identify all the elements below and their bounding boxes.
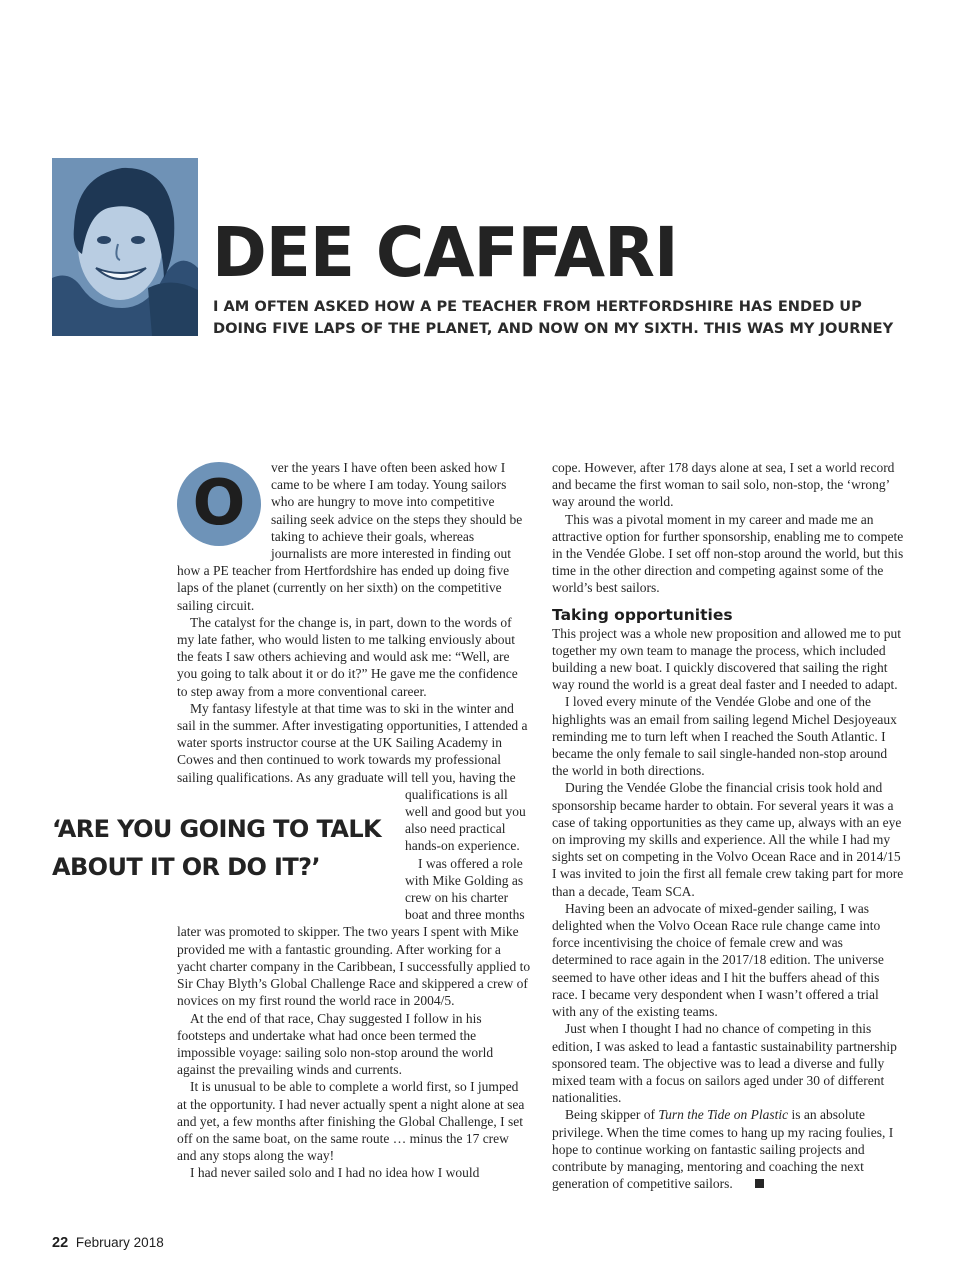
paragraph: During the Vendée Globe the financial crisis took hold and sponsorship became harder to obtain. For several years it was a case of taking opportunities as they came up, always with an eye on improving my skills and experience. All the while I had my sights set on competing in the Volvo Ocean Race and in 2014/15 I was invited to join the first all female crew taking part for more than a decade, Team SCA. — [552, 780, 904, 899]
drop-cap-letter: O — [192, 466, 246, 539]
drop-cap-circle — [177, 462, 261, 546]
paragraph: This was a pivotal moment in my career and made me an attractive option for further sponsorship, enabling me to compete in the Vendée Globe. I set off non-stop around the world, but this time in the other direction and competing against some of the world’s best sailors. — [552, 511, 904, 596]
article-title: DEE CAFFARI — [212, 212, 678, 293]
paragraph-text: Being skipper of — [565, 1107, 659, 1123]
pull-quote — [52, 810, 402, 886]
paragraph-text: is an absolute privilege. When the time comes to hang up my racing foulies, I hope to continue working on fantastic sailing projects and contribute by managing, mentoring and coaching the next generation of competitive sailors. — [552, 1107, 894, 1192]
paragraph-text: My fantasy lifestyle at that time was to ski in the winter and sail in the summer. After investigating opportunities, I attended a water sports instructor course at the UK Sailing Academy in Cowes and then continued to work towards my professional sailing qualifications. As any graduate will tell you, having the qualifications is all well and good but you also need practical hands-on experience. — [177, 700, 528, 854]
paragraph: I had never sailed solo and I had no idea how I would — [190, 1165, 480, 1181]
subheading: Taking opportunities — [552, 605, 733, 624]
standfirst-line: DOING FIVE LAPS OF THE PLANET, AND NOW ON MY SIXTH. THIS WAS MY JOURNEY — [213, 320, 894, 337]
paragraph-final — [552, 1106, 904, 1192]
paragraph: The catalyst for the change is, in part, down to the words of my late father, who would listen to me talking enviously about the feats I saw others achieving and would ask me: “Well, are you going to talk about it or do it?” He gave me the confidence to step away from a more conventional career. — [177, 614, 518, 699]
paragraph: It is unusual to be able to complete a world first, so I jumped at the opportunity. I had never actually spent a night alone at sea and yet, a few months after finishing the Global Challenge, I set off on the same boat, on the same route … minus the 17 crew and any stops along the way! — [177, 1079, 525, 1164]
article-column-right — [552, 459, 904, 1192]
page-footer — [52, 1235, 164, 1251]
paragraph: I loved every minute of the Vendée Globe and one of the highlights was an email from sailing legend Michel Desjoyeaux reminding me to turn left when I reached the South Atlantic. I became the only female to sail single-handed non-stop around the world in both directions. — [552, 694, 897, 779]
drop-cap — [177, 462, 261, 546]
page-number: 22 — [52, 1235, 69, 1251]
standfirst-line: I AM OFTEN ASKED HOW A PE TEACHER FROM HERTFORDSHIRE HAS ENDED UP — [213, 298, 862, 315]
paragraph: At the end of that race, Chay suggested I follow in his footsteps and undertake what had once been termed the impossible voyage: sailing solo non-stop around the world against the prevailing winds and currents. — [177, 1010, 494, 1078]
portrait-illustration — [52, 158, 198, 336]
paragraph: I was offered a role with Mike Golding as crew on his charter boat and three months later was promoted to skipper. The two years I spent with Mike provided me with a fantastic grounding. After working for a yacht charter company in the Caribbean, I successfully applied to Sir Chay Blyth’s Global Challenge Race and skippered a crew of novices on my first round the world race in 2004/5. — [177, 855, 531, 1009]
paragraph: Just when I thought I had no chance of competing in this edition, I was asked to lead a fantastic sustainability partnership sponsored team. The objective was to lead a diverse and fully mixed team with a focus on sailors aged under 30 of different nationalities. — [552, 1021, 897, 1106]
paragraph: ver the years I have often been asked how I came to be where I am today. Young sailors who are hungry to move into competitive sailing seek advice on the steps they should be taking to achieve their goals, whereas journalists are more interested in finding out how a PE teacher from Hertfordshire has ended up doing five laps of the planet (currently on her sixth) on the competitive sailing circuit. — [177, 460, 523, 613]
paragraph: This project was a whole new proposition and allowed me to put together my own team to manage the process, which included building a new boat. I quickly discovered that sailing the right way round the world is a great deal faster and I needed to adapt. — [552, 625, 902, 693]
boat-name: Turn the Tide on Plastic — [658, 1107, 789, 1123]
author-portrait — [52, 158, 198, 336]
pull-quote-line: ‘ARE YOU GOING TO TALK — [52, 815, 382, 843]
paragraph: Having been an advocate of mixed-gender sailing, I was delighted when the Volvo Ocean Race rule change came into force incentivising the choice of female crew and was determined to race again in the 2017/18 edition. The universe seemed to have other ideas and I hit the buffers ahead of this race. I became very despondent when I wasn’t offered a trial with any of the existing teams. — [552, 900, 884, 1020]
pull-quote-line: ABOUT IT OR DO IT?’ — [52, 853, 320, 881]
paragraph: cope. However, after 178 days alone at sea, I set a world record and became the first woman to sail solo, non-stop, the ‘wrong’ way around the world. — [552, 460, 895, 510]
standfirst — [213, 296, 903, 340]
issue-date: February 2018 — [75, 1235, 164, 1250]
end-mark-icon — [755, 1179, 764, 1188]
